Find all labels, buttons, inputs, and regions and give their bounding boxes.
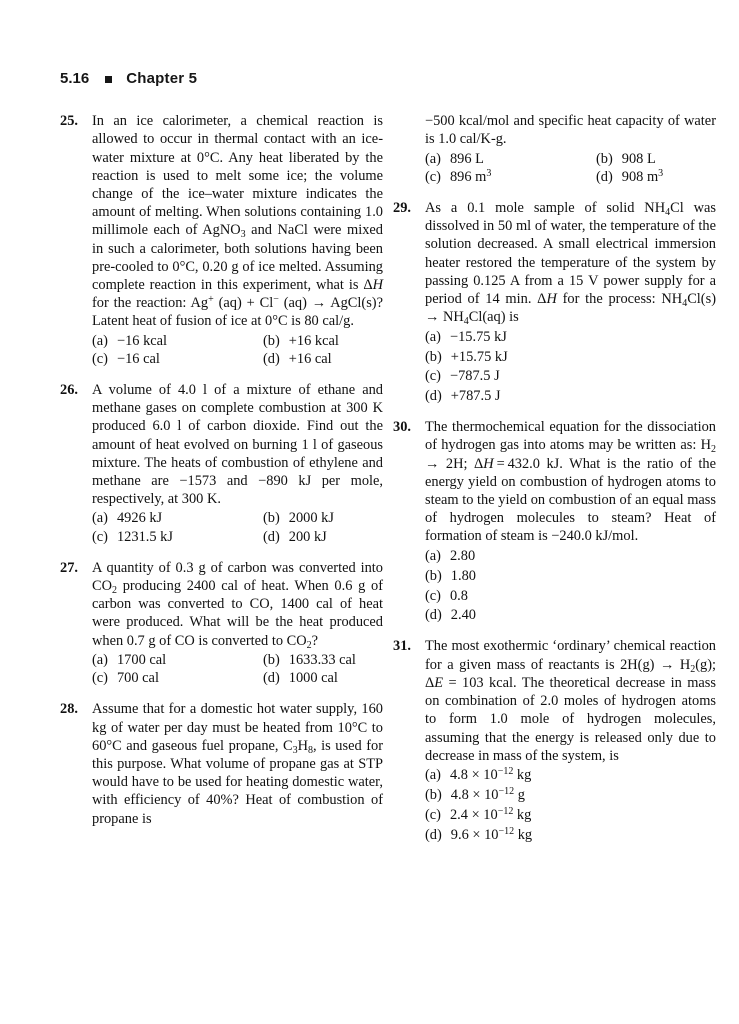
option-text: +16 cal bbox=[288, 350, 332, 367]
option-label: (d) bbox=[425, 826, 442, 843]
question-block bbox=[60, 700, 383, 828]
question-text: The thermochemical equation for the dissociation of hydrogen gas into atoms may be written as: $H_2 \to 2H$; ΔH = 432.0 kJ. What is the ratio of the energy yield on combustion of hydrogen atoms to steam to the yield on combustion of an equal mass of hydrogen molecules to steam? Heat of formation of steam is −240.0 kJ/mol. bbox=[425, 419, 716, 545]
question-number: 25. bbox=[60, 113, 78, 130]
option-text: 2.40 bbox=[450, 607, 476, 624]
option-text: 2000 kJ bbox=[288, 510, 334, 527]
option-text: −787.5 J bbox=[449, 368, 500, 385]
option-label: (c) bbox=[425, 806, 441, 823]
two-column-layout bbox=[60, 112, 716, 857]
question-block bbox=[393, 637, 716, 843]
option-label: (a) bbox=[92, 332, 108, 349]
question-content bbox=[425, 112, 716, 186]
option-text: $4.8 \times 10^{-12}$ kg bbox=[449, 766, 532, 784]
option-text: $9.6 \times 10^{-12}$ kg bbox=[450, 825, 533, 843]
options-list bbox=[92, 332, 383, 368]
question-number: 28. bbox=[60, 701, 78, 718]
question-number bbox=[393, 112, 425, 186]
option-label: (b) bbox=[263, 510, 280, 527]
answer-option bbox=[263, 651, 383, 669]
answer-option bbox=[425, 567, 716, 585]
option-text: 4926 kJ bbox=[116, 510, 163, 527]
answer-option bbox=[425, 786, 716, 804]
question-text: −500 kcal/mol and specific heat capacity of water is 1.0 cal/K-g. bbox=[425, 113, 716, 148]
question-number: 26. bbox=[60, 382, 78, 399]
option-text: 1700 cal bbox=[116, 651, 167, 668]
option-text: 700 cal bbox=[116, 670, 159, 687]
question-text: The most exothermic ‘ordinary’ chemical reaction for a given mass of reactants is $2H(g) \to H_2(g)$; ΔE = 103 kcal. The theoretical decrease in mass on combination of 2.0 moles of hydrogen atoms to form 1.0 mole of hydrogen molecules, assuming that the energy is released only due to decrease in mass of the system, is bbox=[425, 638, 716, 764]
option-text: +15.75 kJ bbox=[450, 348, 508, 365]
option-text: 0.8 bbox=[449, 587, 468, 604]
answer-option bbox=[425, 348, 716, 366]
question-content bbox=[92, 112, 383, 368]
answer-option bbox=[425, 766, 716, 784]
option-label: (a) bbox=[425, 150, 441, 167]
answer-option bbox=[263, 350, 383, 368]
question-content bbox=[92, 700, 383, 828]
question-content bbox=[425, 418, 716, 624]
question-content bbox=[92, 381, 383, 546]
option-text: −15.75 kJ bbox=[449, 328, 507, 345]
question-text: A volume of 4.0 l of a mixture of ethane and methane gases on complete combustion at 300 K produced 6.0 l of carbon dioxide. Find out the amount of heat evolved on burning 1 l of gaseous mixture. The heats of combustion of ethylene and methane are −1573 and −890 kJ per mole, respectively, at 300 K. bbox=[92, 382, 383, 508]
answer-option bbox=[425, 168, 596, 186]
question-number: 31. bbox=[393, 638, 411, 655]
option-text: −16 kcal bbox=[116, 332, 168, 349]
option-label: (b) bbox=[263, 651, 280, 668]
option-label: (d) bbox=[263, 350, 280, 367]
right-column bbox=[393, 112, 716, 857]
options-list bbox=[425, 328, 716, 405]
question-content bbox=[425, 637, 716, 843]
answer-option bbox=[92, 651, 263, 669]
question-block bbox=[60, 112, 383, 368]
option-text: 908 $m^3$ bbox=[621, 167, 664, 185]
left-column bbox=[60, 112, 383, 857]
answer-option bbox=[425, 387, 716, 405]
answer-option bbox=[263, 332, 383, 350]
options-list bbox=[425, 150, 716, 186]
option-text: 200 kJ bbox=[288, 528, 327, 545]
option-label: (a) bbox=[425, 328, 441, 345]
question-block bbox=[393, 199, 716, 405]
option-label: (a) bbox=[92, 510, 108, 527]
option-label: (d) bbox=[263, 528, 280, 545]
option-label: (d) bbox=[425, 388, 442, 405]
option-label: (a) bbox=[425, 548, 441, 565]
option-label: (a) bbox=[425, 767, 441, 784]
answer-option bbox=[425, 547, 716, 565]
option-label: (b) bbox=[263, 332, 280, 349]
answer-option bbox=[596, 150, 716, 168]
answer-option bbox=[92, 332, 263, 350]
option-text: 896 L bbox=[449, 150, 484, 167]
option-label: (c) bbox=[425, 368, 441, 385]
option-label: (c) bbox=[92, 528, 108, 545]
page-number: 5.16 bbox=[60, 70, 90, 87]
question-block bbox=[393, 112, 716, 186]
option-text: +787.5 J bbox=[450, 388, 501, 405]
option-label: (c) bbox=[425, 587, 441, 604]
option-text: 1000 cal bbox=[288, 670, 338, 687]
option-label: (c) bbox=[92, 670, 108, 687]
answer-option bbox=[425, 367, 716, 385]
question-number: 27. bbox=[60, 559, 78, 576]
answer-option bbox=[425, 328, 716, 346]
option-label: (b) bbox=[425, 348, 442, 365]
question-text: A quantity of 0.3 g of carbon was converted into $CO_2$ producing 2400 cal of heat. When 0.6 g of carbon was converted to CO, 1400 cal of heat were produced. What will be the heat produced when 0.7 g of CO is converted to $CO_2$? bbox=[92, 559, 383, 651]
option-label: (d) bbox=[596, 168, 613, 185]
option-text: $4.8 \times 10^{-12}$ g bbox=[450, 786, 525, 804]
options-list bbox=[92, 651, 383, 687]
answer-option bbox=[425, 606, 716, 624]
option-text: 1633.33 cal bbox=[288, 651, 356, 668]
option-text: 896 $m^3$ bbox=[449, 167, 492, 185]
answer-option bbox=[425, 826, 716, 844]
question-text: As a 0.1 mole sample of solid $NH_4Cl$ was dissolved in 50 ml of water, the temperature of the solution decreased. A small electrical immersion heater restored the temperature of the system by passing 0.125 A from a 15 V power supply for a period of 14 min. ΔH for the process: $NH_4Cl(s) \to NH_4Cl(aq)$ is bbox=[425, 200, 716, 328]
question-block bbox=[60, 559, 383, 687]
page-header bbox=[60, 70, 716, 88]
option-text: 2.80 bbox=[449, 548, 476, 565]
question-content bbox=[425, 199, 716, 405]
option-label: (b) bbox=[425, 567, 442, 584]
options-list bbox=[425, 766, 716, 843]
option-label: (d) bbox=[263, 670, 280, 687]
answer-option bbox=[596, 168, 716, 186]
option-text: 1231.5 kJ bbox=[116, 528, 173, 545]
question-block bbox=[60, 381, 383, 546]
options-list bbox=[425, 547, 716, 624]
question-number: 29. bbox=[393, 200, 411, 217]
answer-option bbox=[425, 150, 596, 168]
answer-option bbox=[425, 587, 716, 605]
option-text: −16 cal bbox=[116, 350, 160, 367]
answer-option bbox=[92, 509, 263, 527]
option-text: +16 kcal bbox=[288, 332, 339, 349]
option-label: (b) bbox=[596, 150, 613, 167]
answer-option bbox=[263, 669, 383, 687]
option-label: (b) bbox=[425, 787, 442, 804]
square-bullet-icon bbox=[105, 76, 112, 83]
chapter-title: Chapter 5 bbox=[126, 70, 198, 87]
option-label: (a) bbox=[92, 651, 108, 668]
option-label: (c) bbox=[92, 350, 108, 367]
question-text: Assume that for a domestic hot water supply, 160 kg of water per day must be heated from 10°C to 60°C and gaseous fuel propane, $C_3H_8$, is used for this purpose. What volume of propane gas at STP would have to be used for heating domestic water, with efficiency of 40%? Heat of combustion of propane is bbox=[92, 701, 383, 827]
answer-option bbox=[92, 350, 263, 368]
question-content bbox=[92, 559, 383, 687]
option-text: $2.4 \times 10^{-12}$ kg bbox=[449, 805, 532, 823]
option-text: 908 L bbox=[621, 150, 656, 167]
option-label: (c) bbox=[425, 168, 441, 185]
answer-option bbox=[263, 509, 383, 527]
question-block bbox=[393, 418, 716, 624]
question-number: 30. bbox=[393, 419, 411, 436]
answer-option bbox=[263, 528, 383, 546]
option-label: (d) bbox=[425, 607, 442, 624]
options-list bbox=[92, 509, 383, 545]
answer-option bbox=[425, 806, 716, 824]
answer-option bbox=[92, 669, 263, 687]
question-text: In an ice calorimeter, a chemical reaction is allowed to occur in thermal contact with an ice-water mixture at 0°C. Any heat liberated by the reaction is used to melt some ice; the volume change of the ice–water mixture indicates the amount of melting. When solutions containing 1.0 millimole each of AgNO$_3$ and NaCl were mixed in such a calorimeter, both solutions having been pre-cooled to 0°C, 0.20 g of ice melted. Assuming complete reaction in this experiment, what is ΔH for the reaction: Ag+ (aq) + Cl− (aq) → AgCl(s)? Latent heat of fusion of ice at 0°C is 80 cal/g. bbox=[92, 113, 383, 330]
answer-option bbox=[92, 528, 263, 546]
option-text: 1.80 bbox=[450, 567, 476, 584]
